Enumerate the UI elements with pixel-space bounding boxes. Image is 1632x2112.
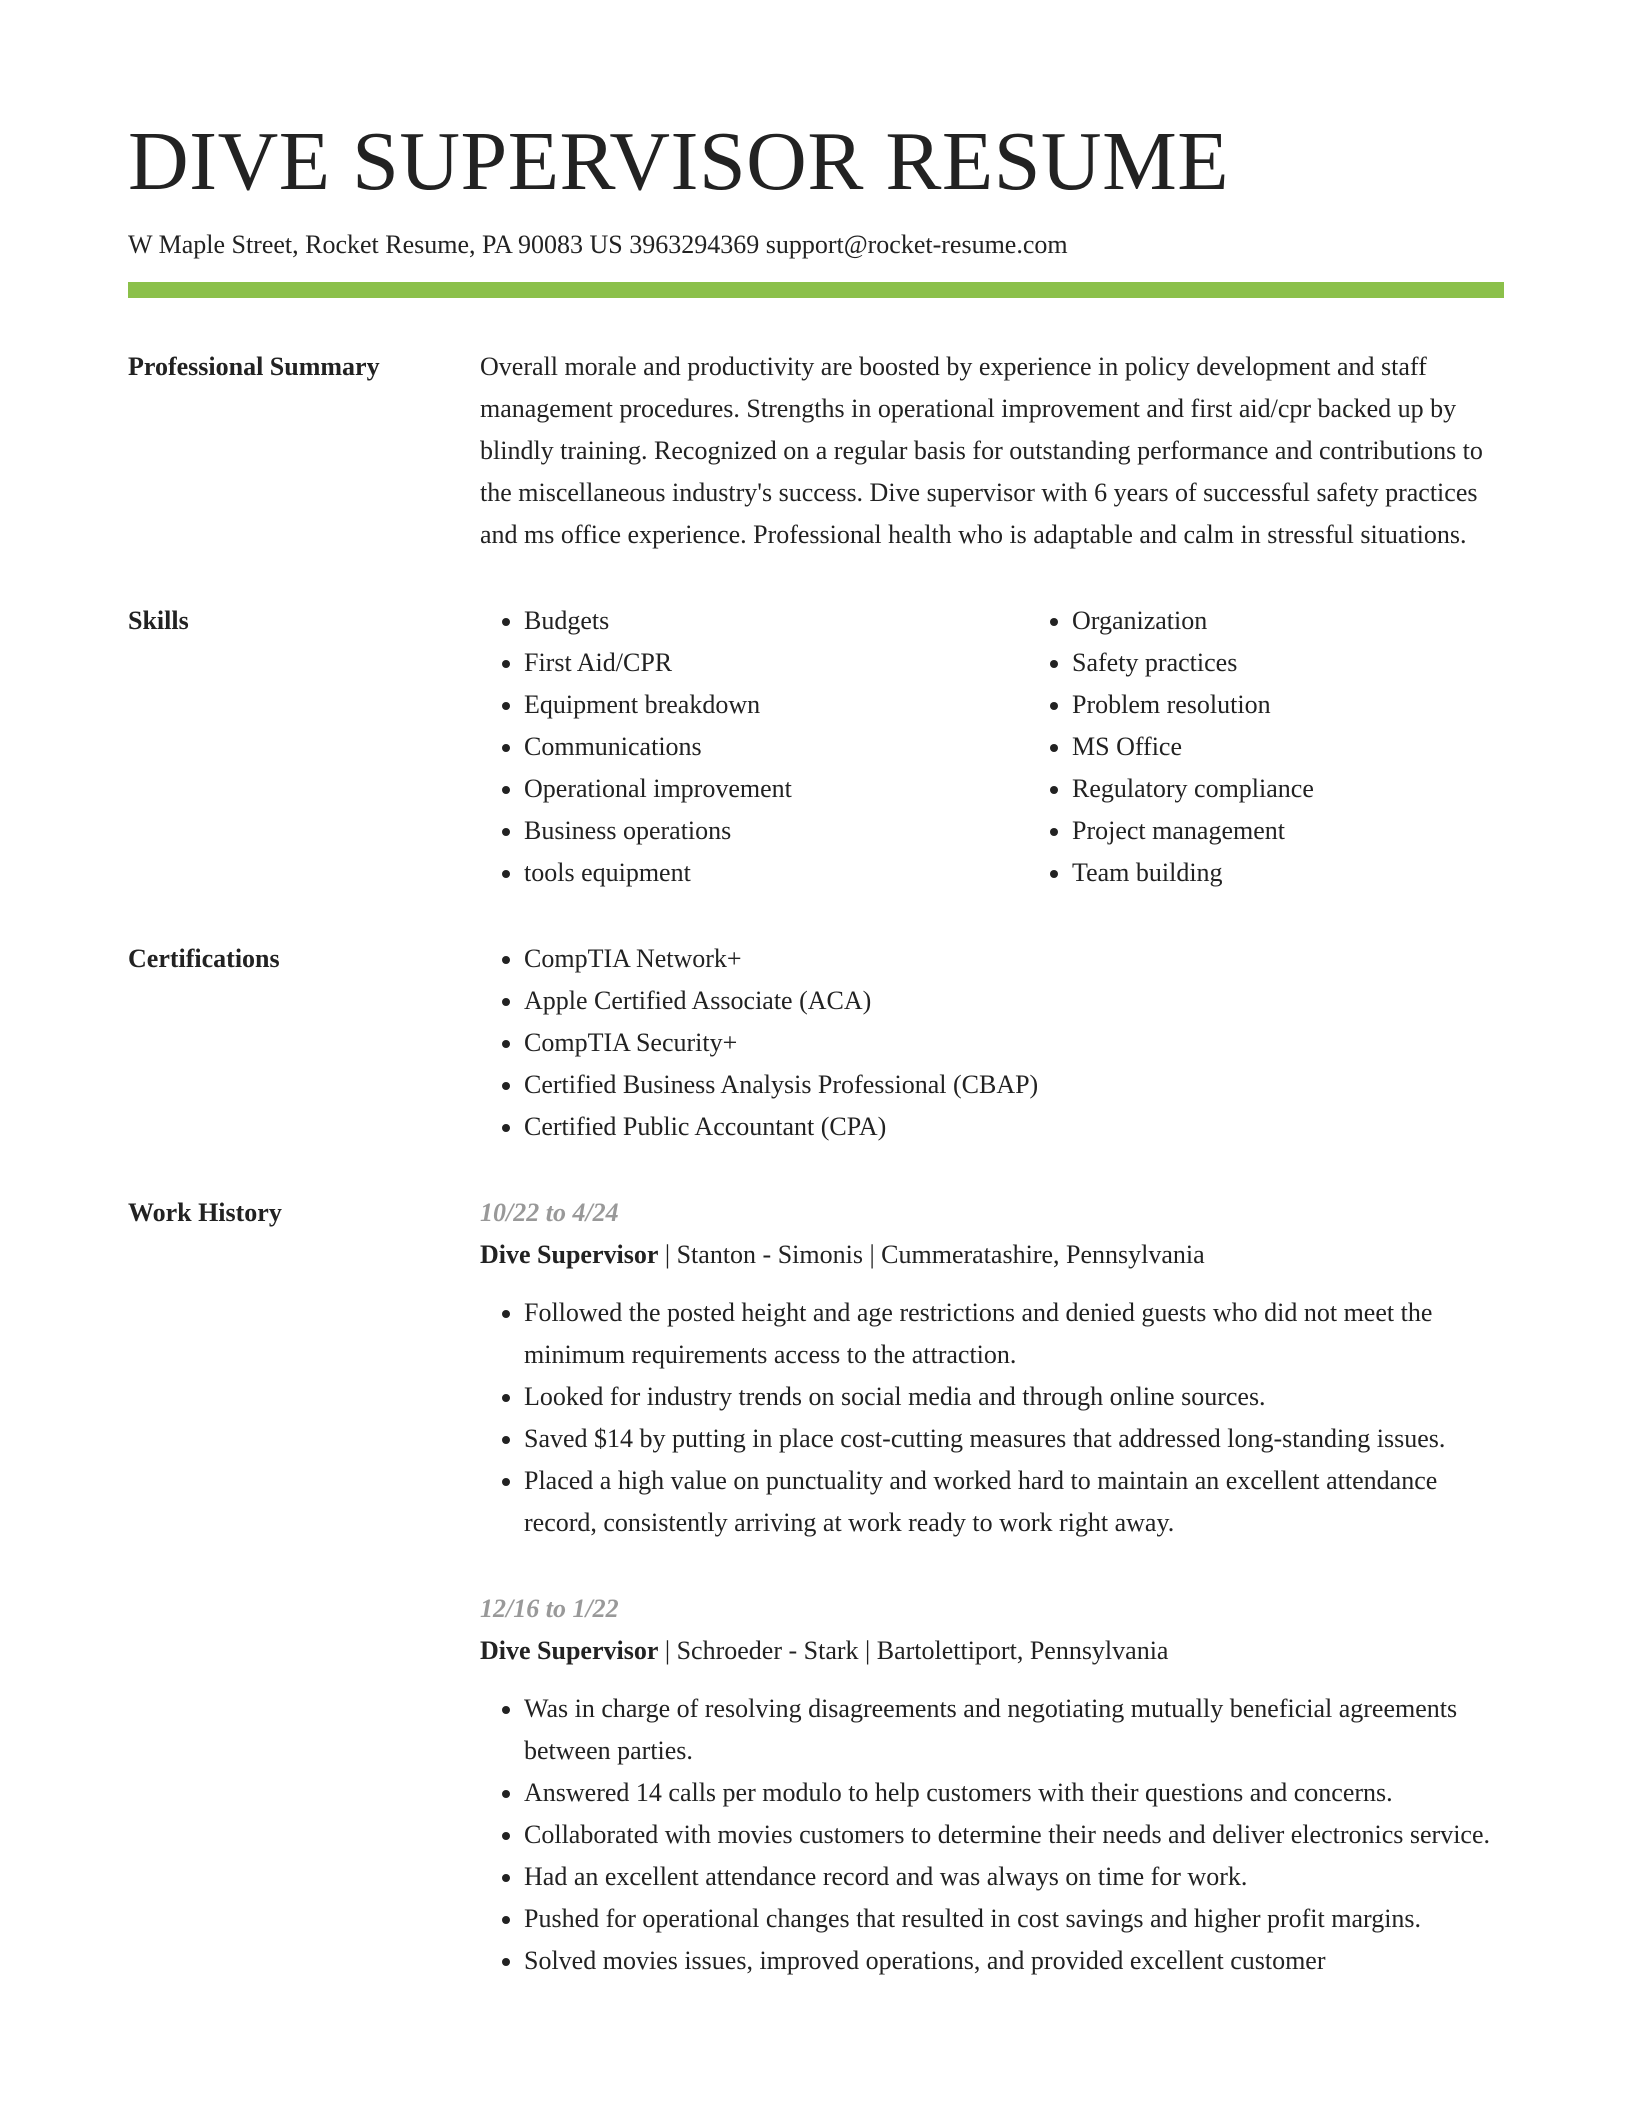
skill-item: • MS Office <box>1072 726 1576 768</box>
skill-item: • Equipment breakdown <box>524 684 1028 726</box>
certification-item: • Certified Business Analysis Professional (CBAP) <box>524 1064 1504 1106</box>
skill-item: • Project management <box>1072 810 1576 852</box>
contact-line: W Maple Street, Rocket Resume, PA 90083 US 3963294369 support@rocket-resume.com <box>128 230 1068 260</box>
job-bullet: • Was in charge of resolving disagreements and negotiating mutually beneficial agreements between parties. <box>524 1688 1504 1772</box>
skills-list-right <box>1028 600 1576 894</box>
job-entry <box>480 1588 1504 1982</box>
certifications-list <box>480 938 1504 1148</box>
job-bullet: • Pushed for operational changes that resulted in cost savings and higher profit margins. <box>524 1898 1504 1940</box>
section-label-work-history: Work History <box>128 1197 282 1227</box>
section-label-summary: Professional Summary <box>128 351 380 381</box>
job-bullet: • Looked for industry trends on social media and through online sources. <box>524 1376 1504 1418</box>
skill-item: • Safety practices <box>1072 642 1576 684</box>
certification-item: • CompTIA Security+ <box>524 1022 1504 1064</box>
job-bullet: • Solved movies issues, improved operations, and provided excellent customer <box>524 1940 1504 1982</box>
job-entry <box>480 1192 1504 1544</box>
skill-item: • Communications <box>524 726 1028 768</box>
section-work-history <box>128 1192 1504 2026</box>
certification-item: • Apple Certified Associate (ACA) <box>524 980 1504 1022</box>
skills-list-left <box>480 600 1028 894</box>
section-skills <box>128 600 1504 894</box>
job-title: Dive Supervisor <box>480 1635 659 1665</box>
section-summary <box>128 346 1504 556</box>
certification-item: • CompTIA Network+ <box>524 938 1504 980</box>
job-heading <box>480 1630 1504 1672</box>
skill-item: • Team building <box>1072 852 1576 894</box>
resume-page <box>128 115 1504 2026</box>
certification-item: • Certified Public Accountant (CPA) <box>524 1106 1504 1148</box>
job-dates: 10/22 to 4/24 <box>480 1197 619 1227</box>
job-title: Dive Supervisor <box>480 1239 659 1269</box>
job-bullets <box>480 1292 1504 1544</box>
skill-item: • Business operations <box>524 810 1028 852</box>
skill-item: • Budgets <box>524 600 1028 642</box>
section-label-skills: Skills <box>128 605 189 635</box>
header-divider <box>128 282 1504 298</box>
job-bullet: • Followed the posted height and age restrictions and denied guests who did not meet the minimum requirements access to the attraction. <box>524 1292 1504 1376</box>
skill-item: • Regulatory compliance <box>1072 768 1576 810</box>
skill-item: • Problem resolution <box>1072 684 1576 726</box>
section-certifications <box>128 938 1504 1148</box>
summary-text: Overall morale and productivity are boosted by experience in policy development and staff management procedures. Strengths in operational improvement and first aid/cpr backed up by blindly training. Recognized on a regular basis for outstanding performance and contributions to the miscellaneous industry's success. Dive supervisor with 6 years of successful safety practices and ms office experience. Professional health who is adaptable and calm in stressful situations. <box>480 351 1483 549</box>
job-bullet: • Answered 14 calls per modulo to help customers with their questions and concerns. <box>524 1772 1504 1814</box>
skill-item: • First Aid/CPR <box>524 642 1028 684</box>
job-bullet: • Had an excellent attendance record and was always on time for work. <box>524 1856 1504 1898</box>
job-heading <box>480 1234 1504 1276</box>
job-bullet: • Collaborated with movies customers to determine their needs and deliver electronics service. <box>524 1814 1504 1856</box>
job-bullet: • Saved $14 by putting in place cost-cutting measures that addressed long-standing issues. <box>524 1418 1504 1460</box>
job-dates: 12/16 to 1/22 <box>480 1593 619 1623</box>
job-details: | Stanton - Simonis | Cummeratashire, Pennsylvania <box>658 1239 1205 1269</box>
section-label-certifications: Certifications <box>128 943 280 973</box>
job-details: | Schroeder - Stark | Bartolettiport, Pennsylvania <box>658 1635 1169 1665</box>
resume-title: DIVE SUPERVISOR RESUME <box>128 115 1230 208</box>
job-bullets <box>480 1688 1504 1982</box>
skill-item: • Organization <box>1072 600 1576 642</box>
skill-item: • tools equipment <box>524 852 1028 894</box>
skill-item: • Operational improvement <box>524 768 1028 810</box>
job-bullet: • Placed a high value on punctuality and worked hard to maintain an excellent attendance record, consistently arriving at work ready to work right away. <box>524 1460 1504 1544</box>
